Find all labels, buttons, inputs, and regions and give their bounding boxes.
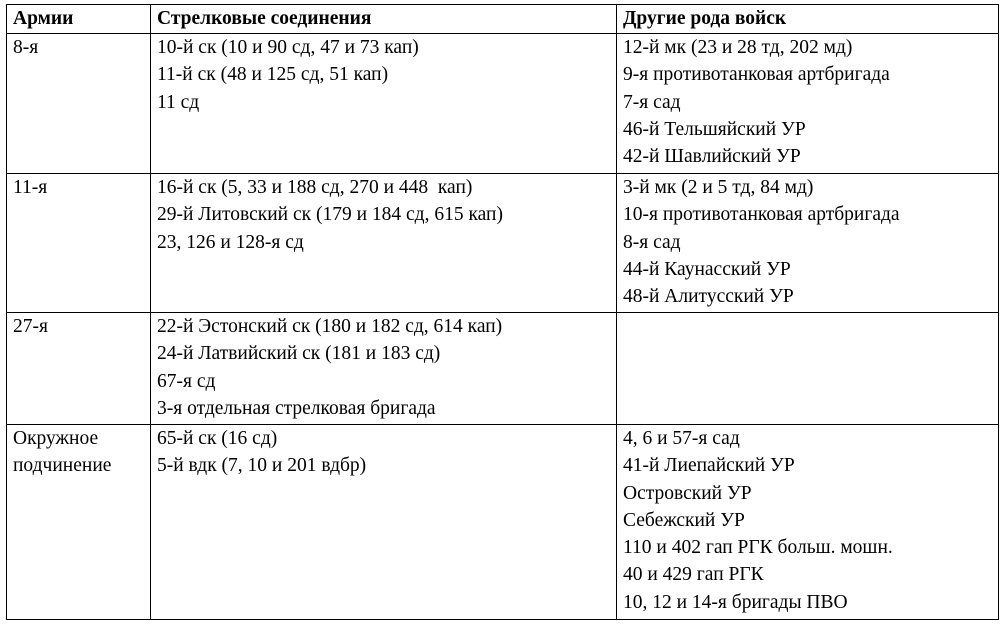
army-cell: [7, 174, 151, 313]
document-page: [6, 4, 999, 620]
table-row: [7, 174, 999, 313]
cell-line: 27-я: [13, 316, 48, 337]
table-row: [7, 34, 999, 174]
cell-line: 11-й ск (48 и 125 сд, 51 кап): [157, 64, 389, 86]
cell-line: 42-й Шавлийский УР: [623, 146, 801, 168]
cell-line: 23, 126 и 128-я сд: [157, 231, 304, 253]
cell-line: 12-й мк (23 и 28 тд, 202 мд): [623, 37, 853, 58]
cell-line: 40 и 429 гап РГК: [623, 564, 764, 586]
other-cell: [617, 425, 999, 620]
cell-line: 8-я: [13, 37, 39, 58]
cell-line: 3-й мк (2 и 5 тд, 84 мд): [623, 177, 814, 198]
other-cell: [617, 313, 999, 425]
cell-line: 5-й вдк (7, 10 и 201 вдбр): [157, 455, 367, 477]
cell-line: 10, 12 и 14-я бригады ПВО: [623, 591, 848, 613]
cell-line: 65-й ск (16 сд): [157, 428, 278, 449]
rifle-cell: [151, 174, 617, 313]
rifle-cell: [151, 34, 617, 174]
cell-line: 48-й Алитусский УР: [623, 286, 794, 308]
cell-line: Окружное: [13, 428, 99, 449]
cell-line: 29-й Литовский ск (179 и 184 сд, 615 кап): [157, 204, 503, 226]
cell-line: 10-й ск (10 и 90 сд, 47 и 73 кап): [157, 37, 419, 58]
other-cell: [617, 34, 999, 174]
cell-line: 24-й Латвийский ск (181 и 183 сд): [157, 343, 441, 365]
army-cell: [7, 425, 151, 620]
cell-line: подчинение: [13, 455, 112, 477]
cell-line: 22-й Эстонский ск (180 и 182 сд, 614 кап): [157, 316, 503, 337]
table-row: [7, 425, 999, 620]
cell-line: Островский УР: [623, 482, 752, 504]
header-armies: Армии: [7, 5, 151, 34]
army-cell: [7, 34, 151, 174]
cell-line: 3-я отдельная стрелковая бригада: [157, 397, 436, 419]
cell-line: 110 и 402 гап РГК больш. мошн.: [623, 537, 893, 559]
cell-line: 4, 6 и 57-я сад: [623, 428, 740, 449]
army-cell: [7, 313, 151, 425]
header-rifle-units: Стрелковые соединения: [151, 5, 617, 34]
cell-line: 11 сд: [157, 91, 200, 113]
rifle-cell: [151, 313, 617, 425]
cell-line: 11-я: [13, 177, 48, 198]
cell-line: 44-й Каунасский УР: [623, 258, 791, 280]
table-row: [7, 313, 999, 425]
cell-line: 41-й Лиепайский УР: [623, 455, 795, 477]
cell-line: Себежский УР: [623, 509, 745, 531]
forces-table: [6, 4, 999, 620]
header-row: [7, 5, 999, 34]
cell-line: 7-я сад: [623, 91, 681, 113]
rifle-cell: [151, 425, 617, 620]
cell-line: 8-я сад: [623, 231, 681, 253]
other-cell: [617, 174, 999, 313]
cell-line: 16-й ск (5, 33 и 188 сд, 270 и 448 кап): [157, 177, 473, 198]
cell-line: 67-я сд: [157, 370, 216, 392]
header-other-branches: Другие рода войск: [617, 5, 999, 34]
cell-line: 46-й Тельшяйский УР: [623, 118, 806, 140]
cell-line: 10-я противотанковая артбригада: [623, 204, 900, 226]
cell-line: 9-я противотанковая артбригада: [623, 64, 890, 86]
